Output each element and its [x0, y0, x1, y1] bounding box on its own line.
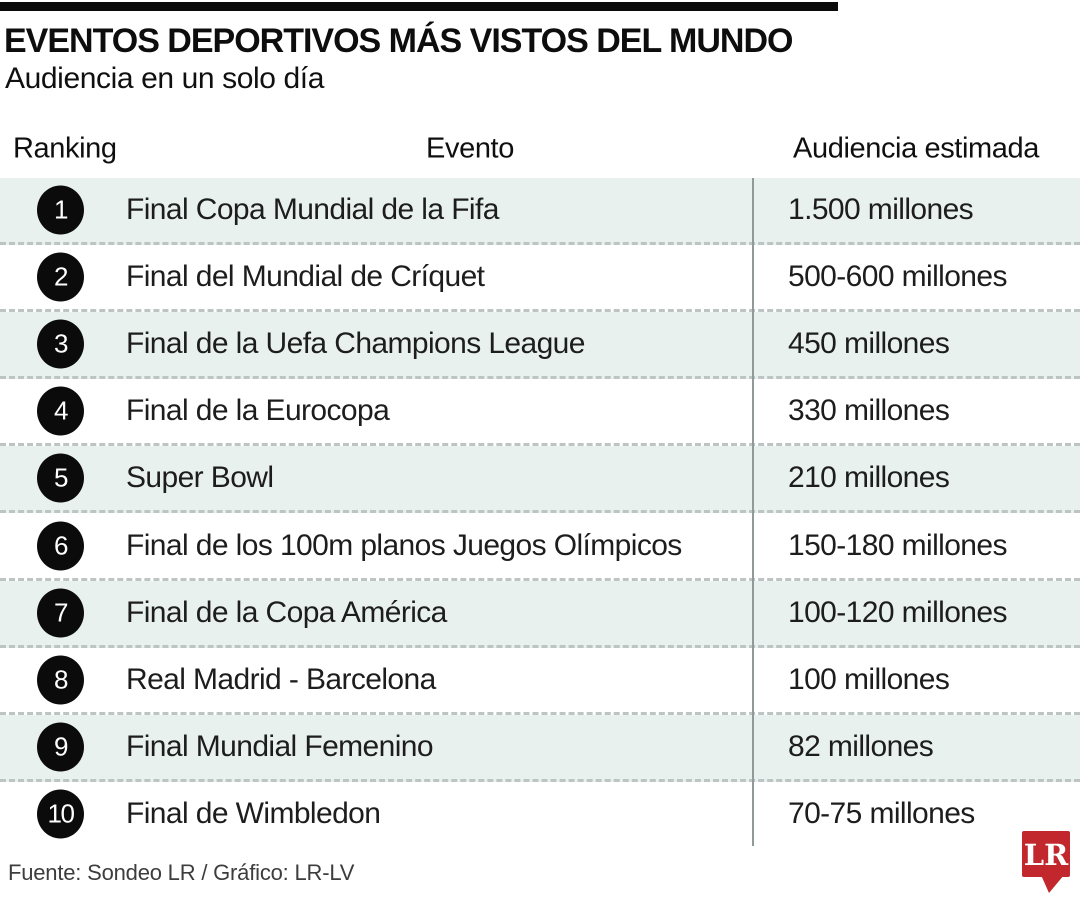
- rank-badge-number: 7: [54, 597, 67, 628]
- event-name: Super Bowl: [126, 461, 274, 495]
- event-name: Final Copa Mundial de la Fifa: [126, 193, 499, 227]
- column-divider-line: [752, 178, 754, 846]
- rank-badge: [37, 655, 84, 704]
- lr-logo: [1022, 831, 1070, 894]
- rank-badge-number: 5: [54, 462, 67, 493]
- event-name: Final de Wimbledon: [126, 796, 381, 830]
- audience-value: 450 millones: [788, 327, 950, 361]
- table-row: [0, 648, 1080, 715]
- rank-badge-number: 2: [54, 261, 67, 292]
- event-name: Real Madrid - Barcelona: [126, 662, 436, 696]
- column-header-audiencia: Audiencia estimada: [793, 132, 1039, 165]
- rank-badge-number: 1: [54, 194, 67, 225]
- top-accent-bar: [0, 2, 838, 11]
- rank-badge: [37, 722, 84, 771]
- audience-value: 500-600 millones: [788, 260, 1007, 294]
- audience-value: 1.500 millones: [788, 193, 974, 227]
- audience-value: 150-180 millones: [788, 528, 1007, 562]
- rank-badge-number: 6: [54, 530, 67, 561]
- table-row: [0, 245, 1080, 312]
- rank-badge-number: 9: [54, 731, 67, 762]
- rank-badge-number: 10: [47, 798, 74, 829]
- rank-badge: [37, 320, 84, 369]
- rank-badge-number: 3: [54, 328, 67, 359]
- rank-badge: [37, 186, 84, 235]
- event-name: Final Mundial Femenino: [126, 729, 433, 763]
- page-title: EVENTOS DEPORTIVOS MÁS VISTOS DEL MUNDO: [4, 22, 793, 60]
- table-header-row: [0, 120, 1080, 178]
- ranking-table: [0, 178, 1080, 846]
- rank-badge: [37, 454, 84, 503]
- rank-badge: [37, 387, 84, 436]
- table-row: [0, 715, 1080, 782]
- table-row: [0, 513, 1080, 580]
- event-name: Final de la Uefa Champions League: [126, 327, 585, 361]
- page-subtitle: Audiencia en un solo día: [5, 62, 324, 95]
- lr-logo-text: LR: [1023, 838, 1069, 872]
- table-row: [0, 782, 1080, 846]
- table-row: [0, 379, 1080, 446]
- column-header-evento: Evento: [426, 132, 514, 165]
- audience-value: 100 millones: [788, 662, 950, 696]
- event-name: Final del Mundial de Críquet: [126, 260, 485, 294]
- audience-value: 82 millones: [788, 729, 934, 763]
- audience-value: 70-75 millones: [788, 796, 975, 830]
- rank-badge: [37, 253, 84, 302]
- audience-value: 330 millones: [788, 394, 950, 428]
- event-name: Final de la Eurocopa: [126, 394, 390, 428]
- rank-badge-number: 8: [54, 664, 67, 695]
- table-row: [0, 312, 1080, 379]
- rank-badge: [37, 789, 84, 838]
- rank-badge: [37, 521, 84, 570]
- audience-value: 100-120 millones: [788, 595, 1007, 629]
- table-row: [0, 446, 1080, 513]
- lr-logo-tail: [1041, 875, 1064, 893]
- event-name: Final de la Copa América: [126, 595, 447, 629]
- table-row: [0, 178, 1080, 245]
- rank-badge: [37, 588, 84, 637]
- table-rows: [0, 178, 1080, 846]
- table-row: [0, 581, 1080, 648]
- event-name: Final de los 100m planos Juegos Olímpicos: [126, 528, 682, 562]
- column-header-ranking: Ranking: [13, 132, 117, 165]
- source-credit: Fuente: Sondeo LR / Gráfico: LR-LV: [8, 860, 355, 885]
- audience-value: 210 millones: [788, 461, 950, 495]
- rank-badge-number: 4: [54, 395, 67, 426]
